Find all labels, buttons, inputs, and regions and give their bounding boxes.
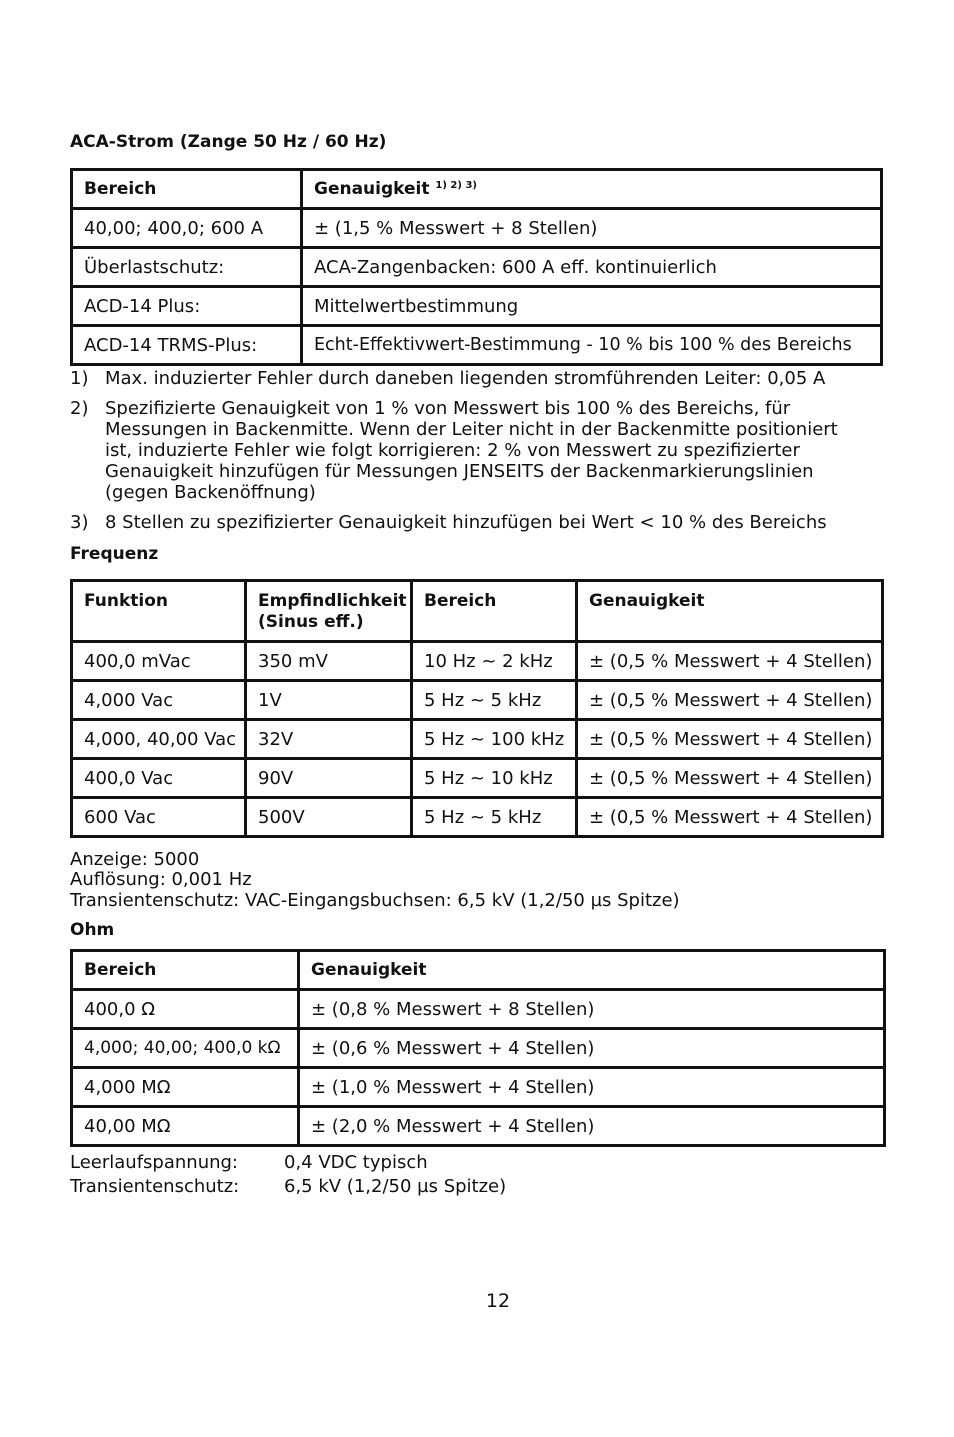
table-row xyxy=(72,326,882,365)
footnote: 1) Max. induzierter Fehler durch daneben liegenden stromführenden Leiter: 0,05 A xyxy=(70,368,826,389)
table-row xyxy=(72,1029,885,1068)
function-cell: 400,0 Vac xyxy=(72,759,246,798)
function-cell: 600 Vac xyxy=(72,798,246,837)
range-cell: 5 Hz ~ 5 kHz xyxy=(412,681,577,720)
table-row xyxy=(72,287,882,326)
col-header-accuracy: Genauigkeit xyxy=(577,581,883,642)
sensitivity-cell: 500V xyxy=(246,798,412,837)
range-cell: 400,0 Ω xyxy=(72,990,299,1029)
sensitivity-cell: 90V xyxy=(246,759,412,798)
accuracy-cell: ± (1,5 % Messwert + 8 Stellen) xyxy=(302,209,882,248)
table-row xyxy=(72,209,882,248)
col-header-range: Bereich xyxy=(72,951,299,990)
accuracy-cell: ± (0,5 % Messwert + 4 Stellen) xyxy=(577,759,883,798)
display-spec: Anzeige: 5000 xyxy=(70,849,200,870)
accuracy-cell: ± (0,5 % Messwert + 4 Stellen) xyxy=(577,720,883,759)
accuracy-cell: ± (2,0 % Messwert + 4 Stellen) xyxy=(299,1107,885,1146)
sensitivity-cell: 32V xyxy=(246,720,412,759)
col-header-range: Bereich xyxy=(412,581,577,642)
function-cell: 4,000, 40,00 Vac xyxy=(72,720,246,759)
ohm-transient-spec: Transientenschutz: 6,5 kV (1,2/50 µs Spitze) xyxy=(70,1176,507,1197)
resolution-spec: Auflösung: 0,001 Hz xyxy=(70,869,252,890)
accuracy-cell: ± (0,5 % Messwert + 4 Stellen) xyxy=(577,798,883,837)
range-cell: 40,00 MΩ xyxy=(72,1107,299,1146)
table-header-row xyxy=(72,170,882,209)
accuracy-cell: Mittelwertbestimmung xyxy=(302,287,882,326)
accuracy-cell: ± (0,8 % Messwert + 8 Stellen) xyxy=(299,990,885,1029)
accuracy-cell: ± (0,6 % Messwert + 4 Stellen) xyxy=(299,1029,885,1068)
table-row xyxy=(72,248,882,287)
ohm-table xyxy=(70,949,886,1147)
range-cell: 5 Hz ~ 5 kHz xyxy=(412,798,577,837)
footnote: 3) 8 Stellen zu spezifizierter Genauigkeit hinzufügen bei Wert < 10 % des Bereichs xyxy=(70,512,827,533)
table-row xyxy=(72,720,883,759)
table-row xyxy=(72,681,883,720)
table-row xyxy=(72,759,883,798)
range-cell: 4,000 MΩ xyxy=(72,1068,299,1107)
accuracy-cell: ± (1,0 % Messwert + 4 Stellen) xyxy=(299,1068,885,1107)
accuracy-cell: Echt-Effektivwert-Bestimmung - 10 % bis 100 % des Bereichs xyxy=(302,326,882,365)
col-header-function: Funktion xyxy=(72,581,246,642)
table-header-row xyxy=(72,951,885,990)
function-cell: 4,000 Vac xyxy=(72,681,246,720)
aca-footnotes xyxy=(70,368,860,542)
ohm-heading: Ohm xyxy=(70,920,115,940)
accuracy-cell: ± (0,5 % Messwert + 4 Stellen) xyxy=(577,642,883,681)
range-cell: Überlastschutz: xyxy=(72,248,302,287)
table-row xyxy=(72,1068,885,1107)
aca-heading: ACA-Strom (Zange 50 Hz / 60 Hz) xyxy=(70,132,387,152)
footnote-markers: 1) 2) 3) xyxy=(435,180,477,191)
table-row xyxy=(72,642,883,681)
range-cell: 5 Hz ~ 10 kHz xyxy=(412,759,577,798)
table-row xyxy=(72,1107,885,1146)
open-circuit-spec: Leerlaufspannung: 0,4 VDC typisch xyxy=(70,1152,428,1173)
aca-table xyxy=(70,168,883,366)
col-header-accuracy: Genauigkeit $^{1) 2) 3)}$ xyxy=(302,170,882,209)
ohm-specs xyxy=(70,1151,506,1199)
transient-spec: Transientenschutz: VAC-Eingangsbuchsen: 6,5 kV (1,2/50 µs Spitze) xyxy=(70,890,680,911)
col-header-sensitivity: Empfindlichkeit (Sinus eff.) xyxy=(246,581,412,642)
col-header-range: Bereich xyxy=(72,170,302,209)
sensitivity-cell: 1V xyxy=(246,681,412,720)
range-cell: 5 Hz ~ 100 kHz xyxy=(412,720,577,759)
frequency-table xyxy=(70,579,884,838)
table-row xyxy=(72,990,885,1029)
range-cell: ACD-14 TRMS-Plus: xyxy=(72,326,302,365)
function-cell: 400,0 mVac xyxy=(72,642,246,681)
range-cell: 10 Hz ~ 2 kHz xyxy=(412,642,577,681)
range-cell: 40,00; 400,0; 600 A xyxy=(72,209,302,248)
frequency-heading: Frequenz xyxy=(70,544,159,564)
table-header-row xyxy=(72,581,883,642)
footnote: 2) Spezifizierte Genauigkeit von 1 % von Messwert bis 100 % des Bereichs, für Messungen in Backenmitte. Wenn der Leiter nicht in der Backenmitte positioniert ist, induzierte Fehler wie folgt korrigieren: 2 % von Messwert zu spezifizierter Genauigkeit hinzufügen für Messungen JENSEITS der Backenmarkierungslinien (gegen Backenöffnung) xyxy=(70,398,838,503)
table-row xyxy=(72,798,883,837)
range-cell: 4,000; 40,00; 400,0 kΩ xyxy=(72,1029,299,1068)
range-cell: ACD-14 Plus: xyxy=(72,287,302,326)
page-number: 12 xyxy=(485,1290,511,1312)
accuracy-cell: ± (0,5 % Messwert + 4 Stellen) xyxy=(577,681,883,720)
col-header-accuracy: Genauigkeit xyxy=(299,951,885,990)
sensitivity-cell: 350 mV xyxy=(246,642,412,681)
accuracy-cell: ACA-Zangenbacken: 600 A eff. kontinuierlich xyxy=(302,248,882,287)
